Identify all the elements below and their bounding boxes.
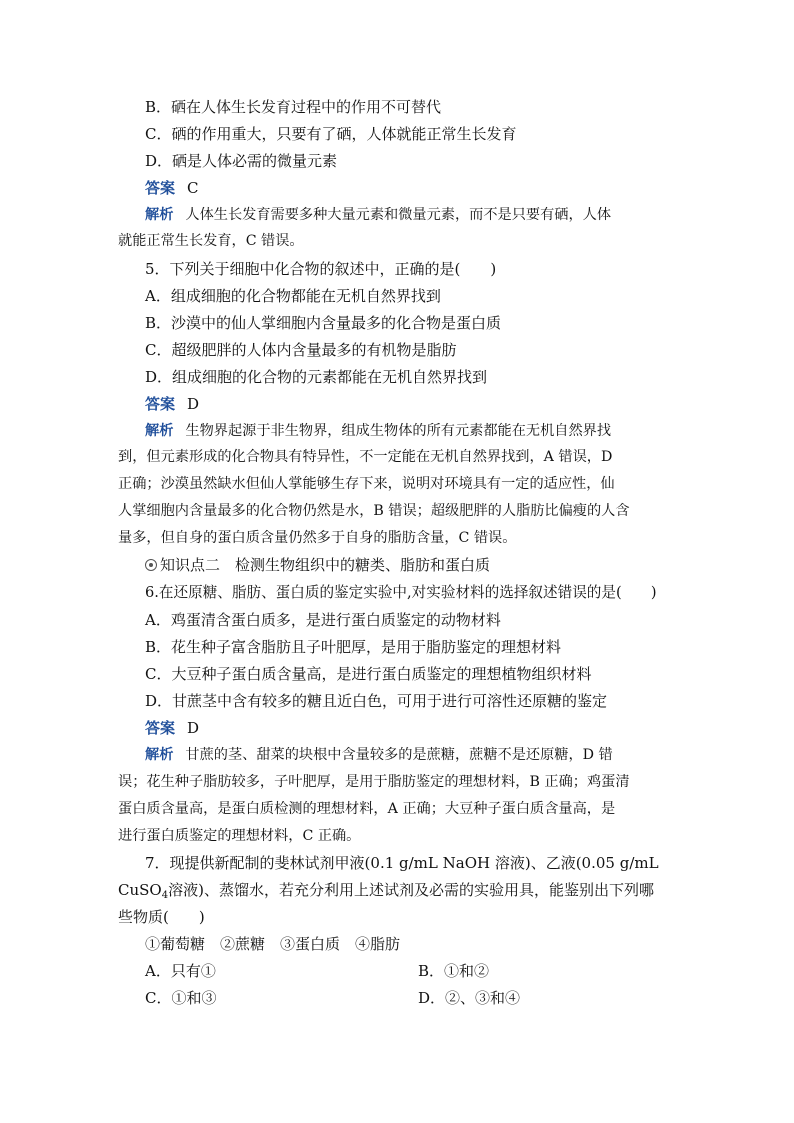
q7-stem-line-1: 7．现提供新配制的斐林试剂甲液(0.1 g/mL NaOH 溶液)、乙液(0.05 g/mL	[145, 854, 659, 872]
q7-option-b: B．①和②	[418, 962, 490, 980]
q7-option-a: A．只有①	[145, 962, 216, 980]
q7-stem-text: 溶液)、蒸馏水，若充分利用上述试剂及必需的实验用具，能鉴别出下列哪	[168, 881, 654, 899]
q6-option-c: C．大豆种子蛋白质含量高，是进行蛋白质鉴定的理想植物组织材料	[145, 665, 592, 683]
q5-option-d: D．组成细胞的化合物的元素都能在无机自然界找到	[145, 368, 488, 386]
q6-analysis-line-3: 蛋白质含量高，是蛋白质检测的理想材料，A 正确；大豆种子蛋白质含量高，是	[118, 801, 616, 817]
q4-analysis-line-1	[145, 205, 611, 225]
q6-option-a: A．鸡蛋清含蛋白质多，是进行蛋白质鉴定的动物材料	[145, 611, 501, 629]
analysis-text: 生物界起源于非生物界，组成生物体的所有元素都能在无机自然界找	[185, 423, 612, 439]
q6-stem: 6.在还原糖、脂肪、蛋白质的鉴定实验中,对实验材料的选择叙述错误的是( )	[145, 584, 657, 601]
q4-option-d: D．硒是人体必需的微量元素	[145, 152, 338, 170]
answer-value: D	[187, 719, 200, 737]
q6-analysis-line-2: 误；花生种子脂肪较多，子叶肥厚，是用于脂肪鉴定的理想材料，B 正确；鸡蛋清	[118, 774, 630, 790]
q6-analysis-line-1	[145, 745, 613, 765]
analysis-label: 解析	[145, 747, 174, 763]
q5-option-b: B．沙漠中的仙人掌细胞内含量最多的化合物是蛋白质	[145, 314, 502, 332]
answer-label: 答案	[145, 179, 176, 197]
answer-label: 答案	[145, 395, 176, 413]
q6-option-d: D．甘蔗茎中含有较多的糖且近白色，可用于进行可溶性还原糖的鉴定	[145, 692, 608, 710]
q6-answer	[145, 718, 199, 738]
q7-option-d: D．②、③和④	[418, 989, 521, 1007]
q5-analysis-line-1	[145, 421, 611, 441]
answer-value: D	[187, 395, 200, 413]
q5-analysis-line-5: 量多，但自身的蛋白质含量仍然多于自身的脂肪含量，C 错误。	[118, 530, 517, 546]
q5-analysis-line-2: 到，但元素形成的化合物具有特异性，不一定能在无机自然界找到，A 错误，D	[118, 449, 613, 465]
answer-value: C	[187, 179, 199, 197]
q4-analysis-line-2: 就能正常生长发育，C 错误。	[118, 233, 304, 249]
answer-label: 答案	[145, 719, 176, 737]
knowledge-point-heading	[145, 555, 490, 575]
analysis-label: 解析	[145, 423, 174, 439]
q6-analysis-line-4: 进行蛋白质鉴定的理想材料，C 正确。	[118, 828, 361, 844]
q5-analysis-line-3: 正确；沙漠虽然缺水但仙人掌能够生存下来，说明对环境具有一定的适应性，仙	[118, 476, 615, 492]
q7-option-c: C．①和③	[145, 989, 217, 1007]
q7-formula-subscript: 4	[161, 890, 169, 901]
q4-answer	[145, 178, 199, 198]
q4-option-b: B．硒在人体生长发育过程中的作用不可替代	[145, 98, 442, 116]
q6-option-b: B．花生种子富含脂肪且子叶肥厚，是用于脂肪鉴定的理想材料	[145, 638, 562, 656]
q7-formula: CuSO	[118, 881, 162, 899]
analysis-text: 人体生长发育需要多种大量元素和微量元素，而不是只要有硒，人体	[185, 207, 612, 223]
q7-stem-line-2	[118, 880, 654, 906]
target-bullet-icon	[145, 559, 157, 571]
analysis-label: 解析	[145, 207, 174, 223]
q5-analysis-line-4: 人掌细胞内含量最多的化合物仍然是水，B 错误；超级肥胖的人脂肪比偏瘦的人含	[118, 503, 630, 519]
q5-stem: 5．下列关于细胞中化合物的叙述中，正确的是( )	[145, 260, 497, 278]
knowledge-point-text: 知识点二 检测生物组织中的糖类、脂肪和蛋白质	[160, 556, 491, 574]
q7-stem-line-3: 些物质( )	[118, 908, 205, 926]
analysis-text: 甘蔗的茎、甜菜的块根中含量较多的是蔗糖，蔗糖不是还原糖，D 错	[185, 747, 613, 763]
q5-option-a: A．组成细胞的化合物都能在无机自然界找到	[145, 287, 441, 305]
q5-answer	[145, 394, 199, 414]
q5-option-c: C．超级肥胖的人体内含量最多的有机物是脂肪	[145, 341, 457, 359]
q4-option-c: C．硒的作用重大，只要有了硒，人体就能正常生长发育	[145, 125, 517, 143]
q7-items: ①葡萄糖 ②蔗糖 ③蛋白质 ④脂肪	[145, 935, 401, 953]
